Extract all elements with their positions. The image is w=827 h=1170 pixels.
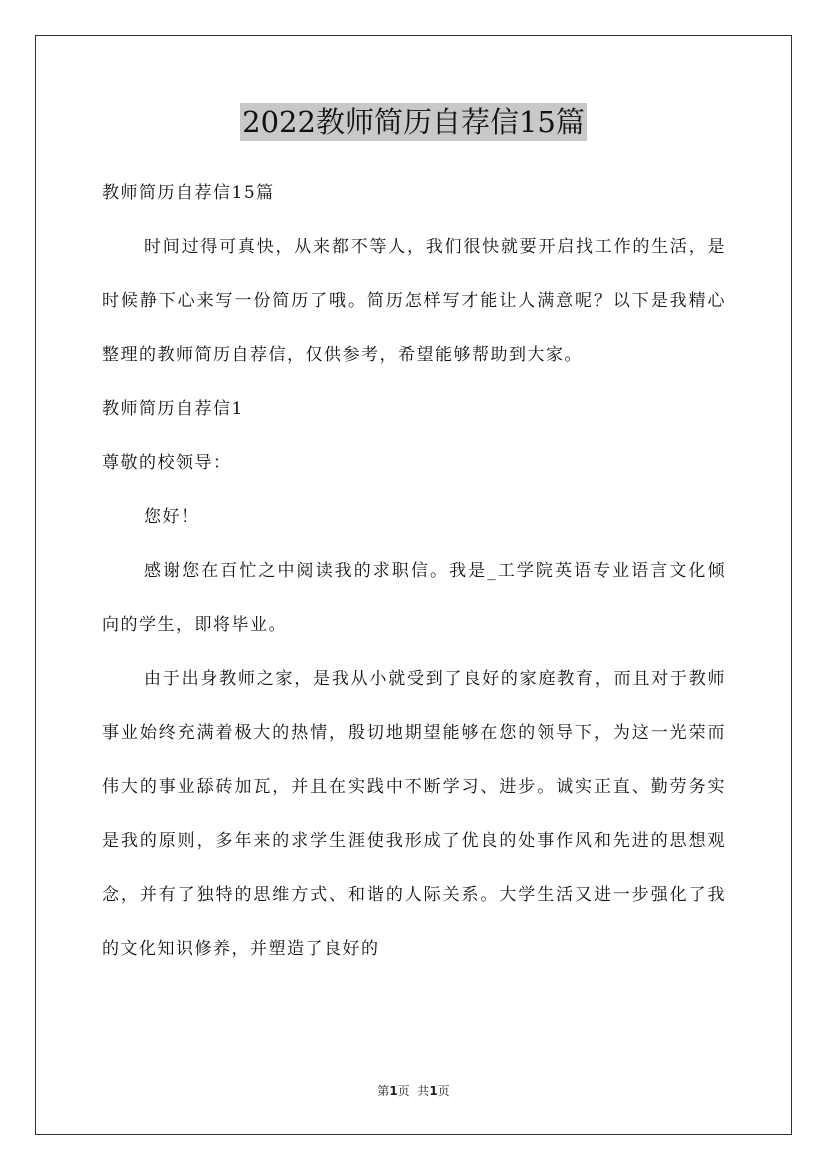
- footer-page-mid: 页 共: [397, 1084, 430, 1098]
- page-footer: [0, 1083, 827, 1099]
- paragraph: 感谢您在百忙之中阅读我的求职信。我是_工学院英语专业语言文化倾向的学生，即将毕业。: [102, 561, 726, 635]
- paragraph: 教师简历自荐信15篇: [102, 183, 275, 203]
- document-body: [102, 166, 726, 976]
- paragraph: 由于出身教师之家，是我从小就受到了良好的家庭教育，而且对于教师事业始终充满着极大的热情，殷切地期望能够在您的领导下，为这一光荣而伟大的事业舔砖加瓦，并且在实践中不断学习、进步。诚实正直、勤劳务实是我的原则，多年来的求学生涯使我形成了优良的处事作风和先进的思想观念，并有了独特的思维方式、和谐的人际关系。大学生活又进一步强化了我的文化知识修养，并塑造了良好的: [102, 669, 726, 959]
- footer-page-total: 1: [429, 1084, 438, 1098]
- title-container: [0, 103, 827, 141]
- paragraph: 时间过得可真快，从来都不等人，我们很快就要开启找工作的生活，是时候静下心来写一份简历了哦。简历怎样写才能让人满意呢？以下是我精心整理的教师简历自荐信，仅供参考，希望能够帮助到大家。: [102, 237, 726, 365]
- footer-page-suffix: 页: [437, 1084, 450, 1098]
- paragraph: 教师简历自荐信1: [102, 399, 244, 419]
- paragraph: 您好！: [144, 507, 200, 527]
- footer-page-prefix: 第: [377, 1084, 390, 1098]
- footer-page-current: 1: [389, 1084, 398, 1098]
- paragraph: 尊敬的校领导：: [102, 453, 232, 473]
- document-title: 2022教师简历自荐信15篇: [242, 105, 585, 139]
